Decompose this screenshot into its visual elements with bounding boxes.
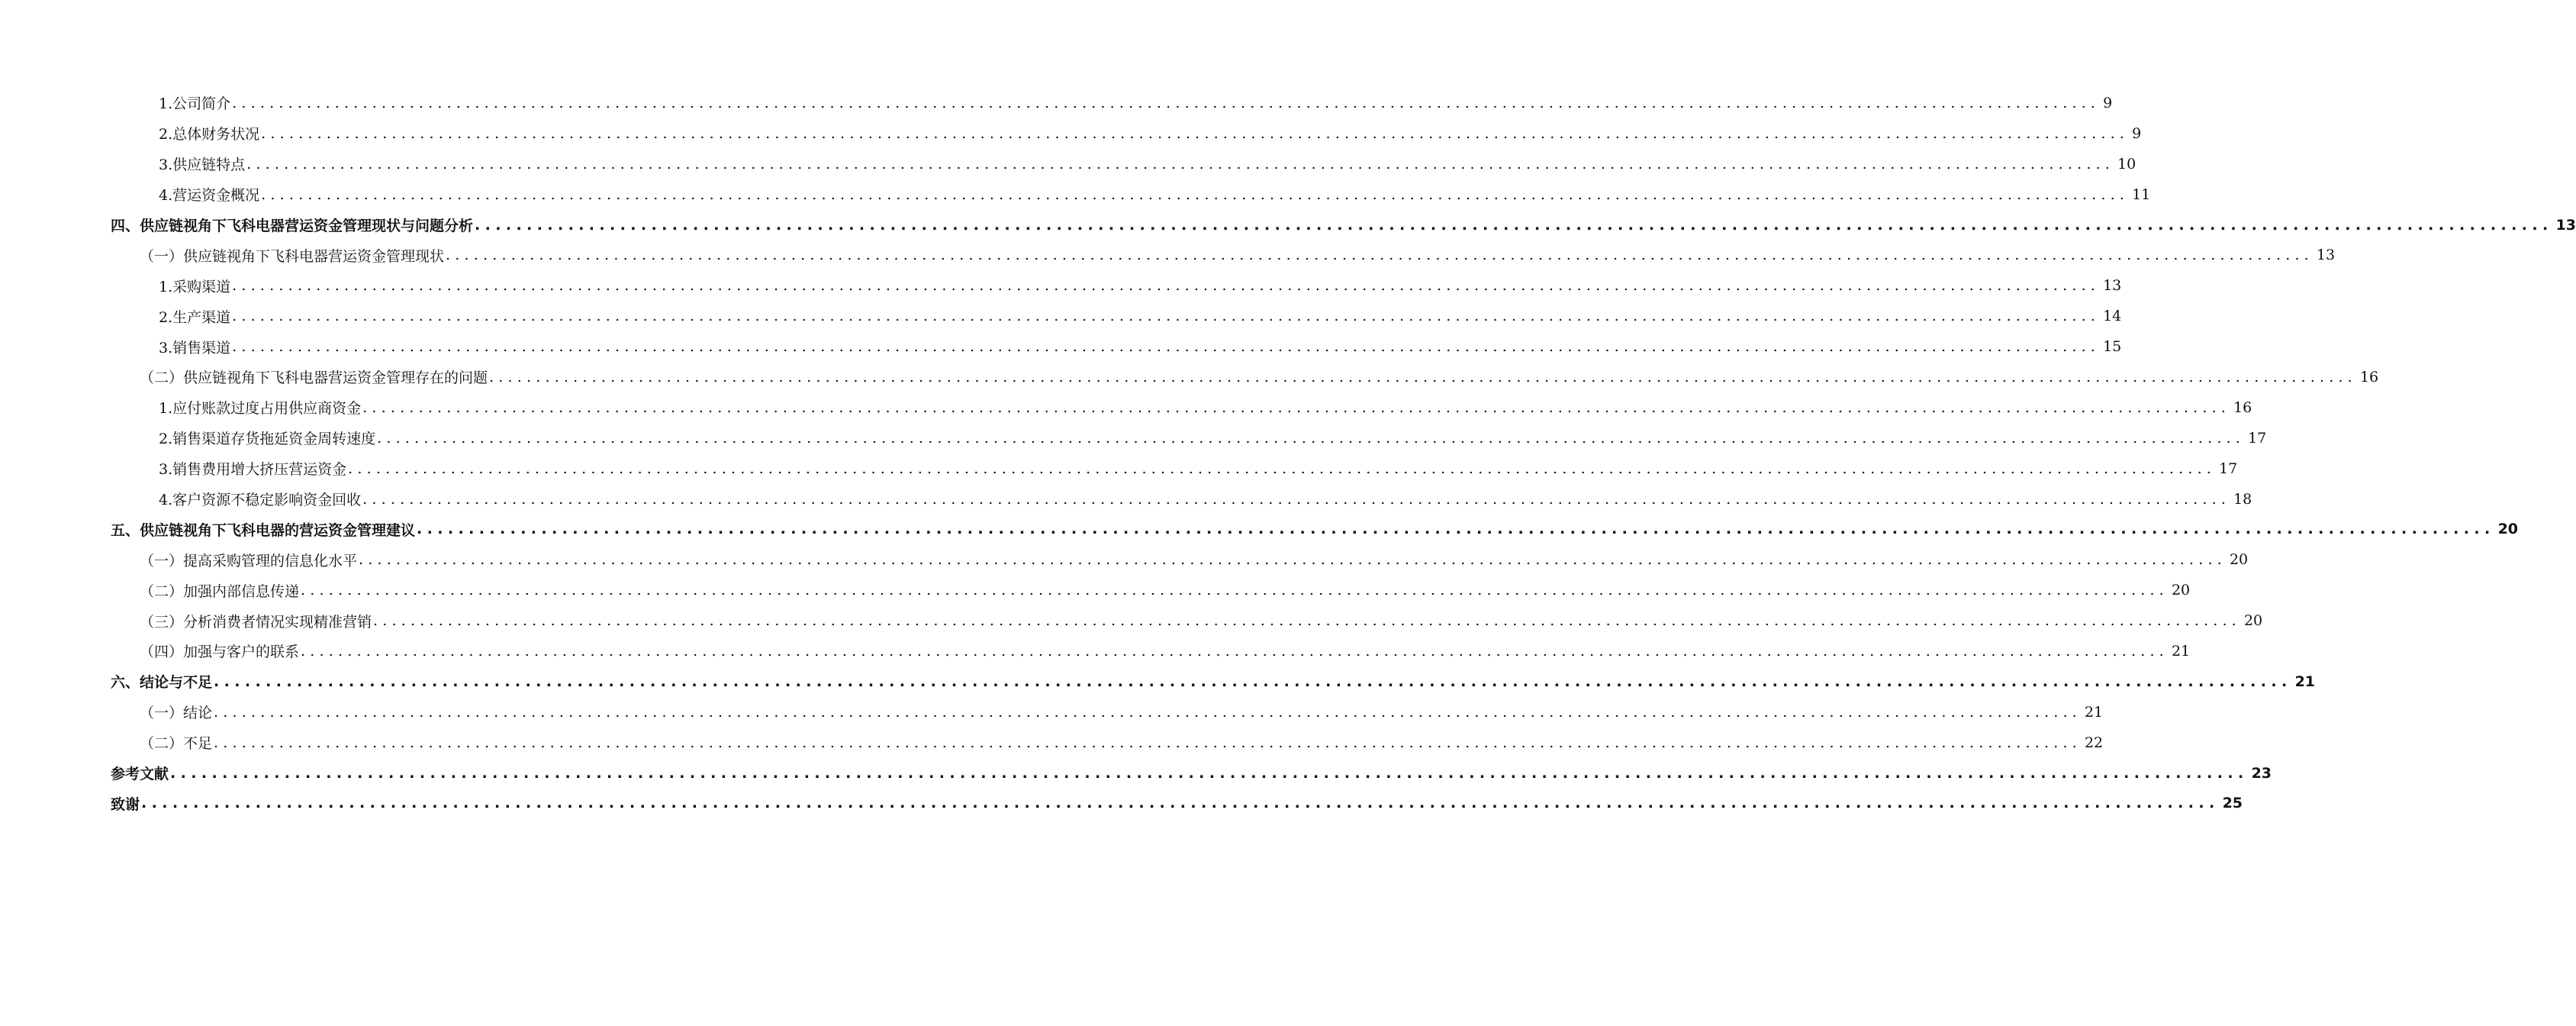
- toc-entry-title: 3.销售费用增大挤压营运资金: [159, 461, 347, 479]
- toc-page-number: 13: [2103, 277, 2122, 295]
- toc-leader-dots: ........................................................................................................................................................................................................: [377, 429, 2246, 447]
- toc-entry-title: 五、供应链视角下飞科电器的营运资金管理建议: [111, 521, 416, 539]
- toc-page-number: 20: [2243, 612, 2263, 630]
- toc-leader-dots: ........................................................................................................................................................................................................: [475, 216, 2553, 234]
- toc-entry-sales-expenses[interactable]: [0, 453, 2238, 484]
- toc-leader-dots: ........................................................................................................................................................................................................: [232, 338, 2101, 356]
- toc-entry-title: （一）供应链视角下飞科电器营运资金管理现状: [140, 247, 445, 265]
- toc-entry-title: 四、供应链视角下飞科电器营运资金管理现状与问题分析: [111, 218, 474, 234]
- toc-entry-customer-resources[interactable]: [0, 484, 2252, 515]
- toc-page-number: 18: [2233, 490, 2252, 508]
- toc-section-6-2[interactable]: [0, 728, 2104, 758]
- toc-page-number: 17: [2219, 460, 2238, 477]
- toc-page-number: 17: [2248, 429, 2267, 447]
- toc-leader-dots: ........................................................................................................................................................................................................: [246, 155, 2115, 173]
- toc-entry-title: （二）供应链视角下飞科电器营运资金管理存在的问题: [140, 369, 488, 387]
- toc-page-number: 9: [2103, 94, 2113, 111]
- toc-entry-title: （一）结论: [140, 705, 213, 722]
- toc-entry-title: 2.总体财务状况: [159, 126, 260, 144]
- toc-entry-title: 3.销售渠道: [159, 339, 231, 357]
- toc-entry-title: 1.公司简介: [159, 95, 231, 113]
- toc-chapter-6[interactable]: [0, 666, 2316, 697]
- toc-entry-title: （一）提高采购管理的信息化水平: [140, 552, 358, 569]
- toc-chapter-5[interactable]: [0, 514, 2519, 544]
- toc-leader-dots: ........................................................................................................................................................................................................: [232, 308, 2101, 325]
- toc-entry-production-channel[interactable]: [0, 301, 2122, 331]
- toc-entry-title: （二）不足: [140, 735, 213, 753]
- toc-page-number: 21: [2171, 642, 2191, 660]
- toc-leader-dots: ........................................................................................................................................................................................................: [214, 703, 2082, 721]
- toc-entry-inventory-turnover[interactable]: [0, 423, 2267, 453]
- toc-entry-company-intro[interactable]: [0, 88, 2113, 118]
- toc-section-5-2[interactable]: [0, 575, 2191, 605]
- toc-entry-title: 2.销售渠道存货拖延资金周转速度: [159, 431, 376, 448]
- toc-page-number: 21: [2084, 703, 2104, 721]
- toc-page-number: 15: [2103, 338, 2122, 356]
- table-of-contents: [0, 88, 2576, 818]
- toc-page-number: 9: [2132, 124, 2142, 142]
- toc-leader-dots: ........................................................................................................................................................................................................: [417, 521, 2495, 538]
- toc-page-number: 20: [2171, 582, 2191, 599]
- toc-leader-dots: ........................................................................................................................................................................................................: [362, 490, 2231, 508]
- toc-entry-financial-status[interactable]: [0, 118, 2142, 149]
- toc-section-5-1[interactable]: [0, 544, 2249, 575]
- toc-leader-dots: ........................................................................................................................................................................................................: [359, 551, 2227, 569]
- toc-leader-dots: ........................................................................................................................................................................................................: [170, 764, 2249, 782]
- toc-page-number: 20: [2229, 551, 2249, 569]
- toc-entry-title: 参考文献: [111, 766, 169, 783]
- toc-leader-dots: ........................................................................................................................................................................................................: [301, 642, 2169, 660]
- toc-page-number: 16: [2233, 398, 2252, 416]
- toc-page-number: 20: [2497, 521, 2519, 538]
- toc-entry-title: 2.生产渠道: [159, 308, 231, 326]
- toc-entry-title: 1.应付账款过度占用供应商资金: [159, 400, 362, 418]
- toc-acknowledgements[interactable]: [0, 788, 2243, 818]
- toc-entry-title: 致谢: [111, 795, 140, 813]
- toc-chapter-4[interactable]: [0, 210, 2576, 240]
- toc-entry-title: 3.供应链特点: [159, 156, 246, 174]
- toc-page-number: 22: [2084, 734, 2104, 751]
- toc-leader-dots: ........................................................................................................................................................................................................: [232, 277, 2101, 295]
- toc-page-number: 13: [2555, 216, 2576, 234]
- toc-entry-supply-chain-features[interactable]: [0, 149, 2136, 179]
- toc-entry-working-capital-overview[interactable]: [0, 179, 2151, 210]
- toc-leader-dots: ........................................................................................................................................................................................................: [232, 94, 2101, 111]
- toc-entry-title: 4.客户资源不稳定影响资金回收: [159, 492, 362, 509]
- toc-leader-dots: ........................................................................................................................................................................................................: [141, 795, 2220, 812]
- toc-page-number: 16: [2359, 368, 2379, 386]
- toc-leader-dots: ........................................................................................................................................................................................................: [261, 186, 2130, 203]
- toc-page-number: 21: [2294, 673, 2316, 690]
- toc-leader-dots: ........................................................................................................................................................................................................: [373, 612, 2241, 630]
- toc-entry-accounts-payable[interactable]: [0, 392, 2252, 423]
- toc-entry-title: （二）加强内部信息传递: [140, 582, 300, 600]
- toc-page-number: 25: [2222, 795, 2243, 812]
- toc-section-6-1[interactable]: [0, 697, 2104, 728]
- toc-page-number: 11: [2132, 186, 2151, 203]
- toc-leader-dots: ........................................................................................................................................................................................................: [489, 368, 2357, 386]
- toc-leader-dots: ........................................................................................................................................................................................................: [261, 124, 2130, 142]
- toc-section-5-3[interactable]: [0, 605, 2263, 636]
- toc-leader-dots: ........................................................................................................................................................................................................: [446, 247, 2314, 264]
- toc-entry-title: 六、结论与不足: [111, 674, 213, 692]
- toc-references[interactable]: [0, 758, 2272, 789]
- toc-leader-dots: ........................................................................................................................................................................................................: [214, 673, 2292, 690]
- toc-page-number: 23: [2251, 764, 2272, 782]
- toc-entry-sales-channel[interactable]: [0, 331, 2122, 362]
- toc-leader-dots: ........................................................................................................................................................................................................: [362, 398, 2231, 416]
- toc-section-4-2[interactable]: [0, 362, 2379, 392]
- toc-page-number: 14: [2103, 308, 2122, 325]
- toc-entry-title: （三）分析消费者情况实现精准营销: [140, 613, 372, 631]
- toc-leader-dots: ........................................................................................................................................................................................................: [348, 460, 2217, 477]
- toc-leader-dots: ........................................................................................................................................................................................................: [214, 734, 2082, 751]
- toc-page-number: 10: [2117, 155, 2136, 173]
- toc-leader-dots: ........................................................................................................................................................................................................: [301, 582, 2169, 599]
- toc-section-5-4[interactable]: [0, 636, 2191, 666]
- toc-page-number: 13: [2316, 247, 2336, 264]
- toc-section-4-1[interactable]: [0, 240, 2336, 270]
- toc-entry-procurement-channel[interactable]: [0, 270, 2122, 301]
- toc-entry-title: 4.营运资金概况: [159, 187, 260, 205]
- toc-entry-title: （四）加强与客户的联系: [140, 644, 300, 661]
- toc-entry-title: 1.采购渠道: [159, 278, 231, 295]
